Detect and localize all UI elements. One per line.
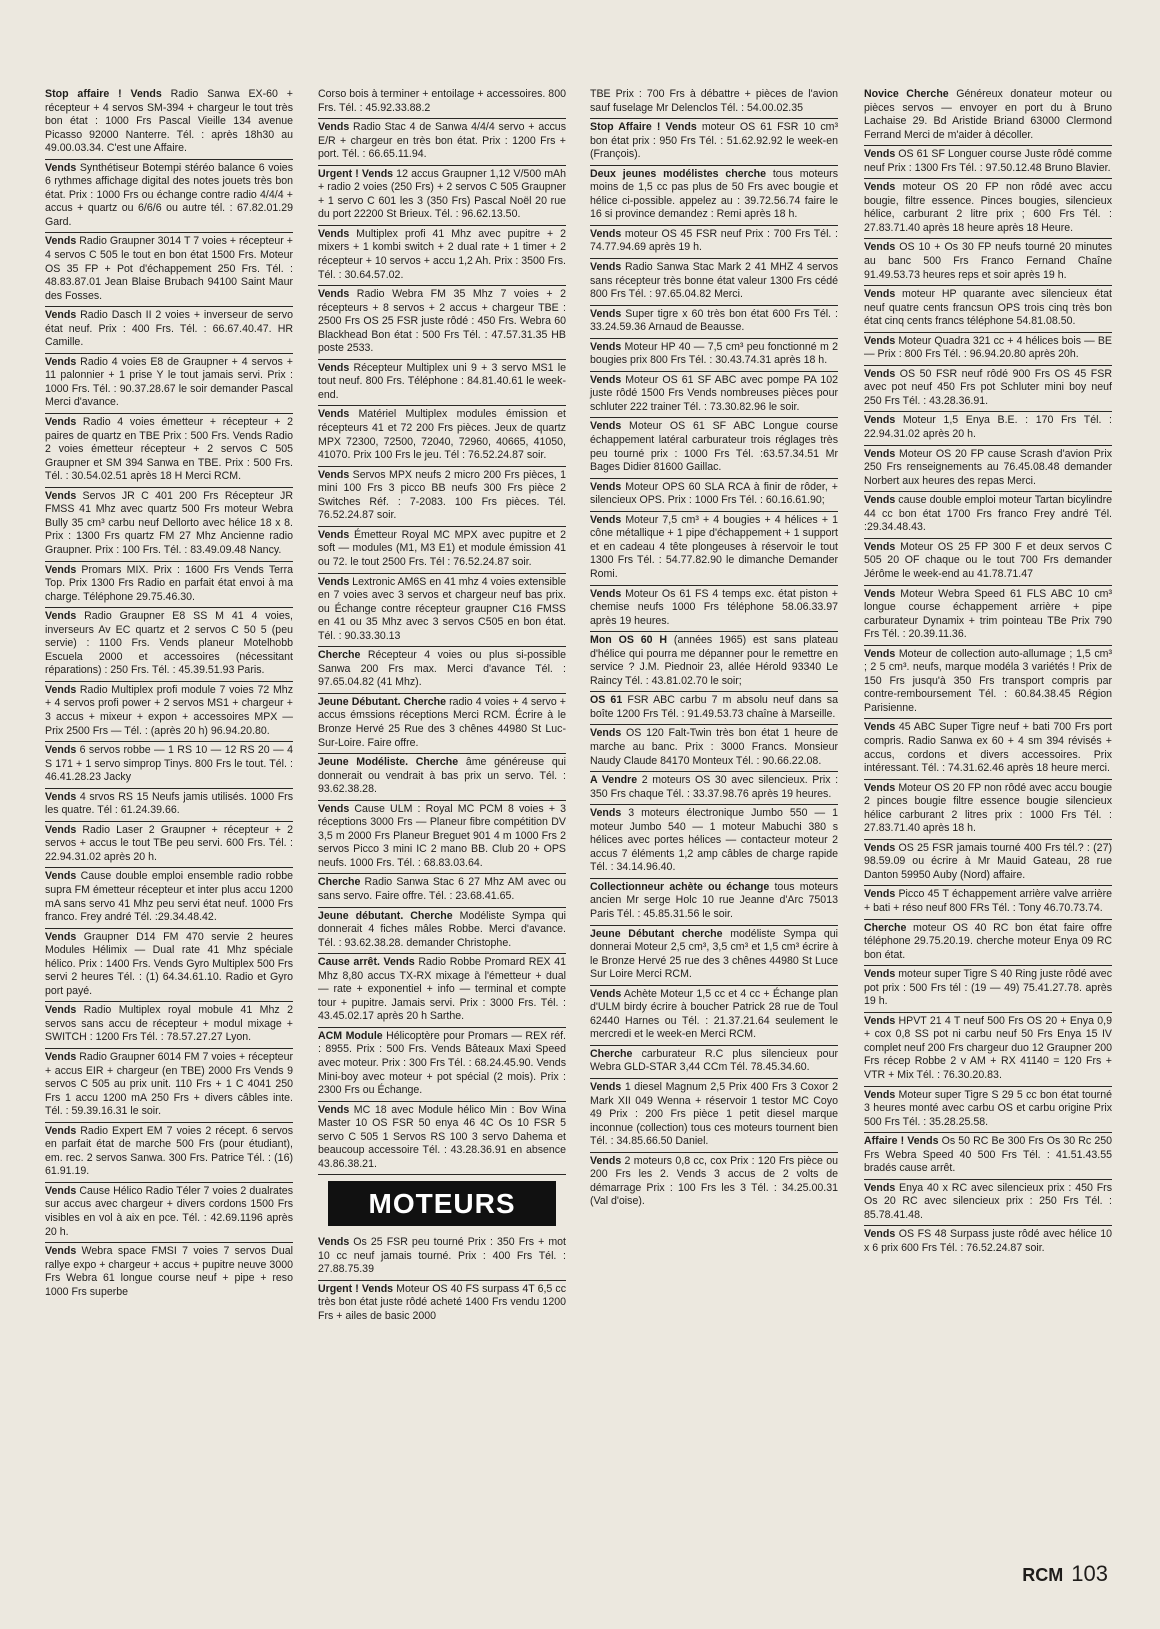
ad-text: moteur HP quarante avec silencieux état neuf quatre cents francsun OPS trois cinq très bon état cinq cents francs téléphone 54.81.08.50.	[864, 288, 1112, 328]
ad-text: Modéliste Sympa qui donnerait 4 fiches mâles Robbe. Merci d'avance. Tél. : 93.62.38.28. demander Christophe.	[318, 909, 566, 949]
ad-keyword: Vends	[864, 334, 896, 347]
classified-ad	[45, 822, 293, 869]
ad-text: Radio Dasch II 2 voies + inverseur de servo état neuf. Prix : 400 Frs. Tél. : 66.67.40.47. HR Camille.	[45, 309, 293, 349]
classified-ad	[45, 354, 293, 414]
classified-ad	[45, 1049, 293, 1123]
ad-keyword: Vends	[318, 1236, 350, 1249]
ad-text: Radio Robbe Promard REX 41 Mhz 8,80 accus TX-RX mixage à l'émetteur + dual — rate + exponentiel + info — terminal et compte tour + pupitre. Jamais servi. Prix : 3000 Frs. Tél. : 43.45.02.17 après 20 h Sarthe.	[318, 956, 566, 1023]
ad-text: Radio Multiplex royal mobule 41 Mhz 2 servos sans accu de récepteur + modul mixage + SWITCH : 1200 Frs Tél. : 78.57.27.27 Lyon.	[45, 1004, 293, 1044]
page-number: 103	[1071, 1561, 1108, 1586]
ad-keyword: Vends	[45, 930, 77, 943]
ad-keyword: Vends	[45, 309, 77, 322]
classified-ad	[318, 694, 566, 754]
classified-ad	[864, 1013, 1112, 1087]
ad-text: moteur OS 61 FSR 10 cm³ bon état prix : 950 Frs Tél. : 51.62.92.92 le week-en (François).	[590, 121, 839, 161]
classified-ad	[318, 226, 566, 286]
ad-text: OS 50 FSR neuf rôdé 900 Frs OS 45 FSR avec pot neuf 450 Frs pot Schluter mini boy neuf 250 Frs Tél. : 43.28.36.91.	[864, 367, 1112, 407]
classified-ad	[590, 986, 838, 1046]
classified-ad	[318, 754, 566, 801]
ad-keyword: Vends	[45, 563, 77, 576]
classified-ad	[864, 146, 1112, 179]
classified-ad	[590, 632, 838, 692]
classified-ad	[590, 226, 838, 259]
ad-text: 6 servos robbe — 1 RS 10 — 12 RS 20 — 4 S 171 + 1 servo simprop Tinys. 800 Frs le tout. Tél. : 46.41.28.23 Jacky	[45, 744, 293, 784]
classified-ad	[318, 954, 566, 1028]
classified-ad	[590, 259, 838, 306]
classified-ad	[864, 333, 1112, 366]
classified-ad	[864, 646, 1112, 720]
classified-ad	[590, 725, 838, 772]
ad-keyword: Vends	[590, 307, 622, 320]
ad-keyword: Urgent ! Vends	[318, 1282, 394, 1295]
classified-ad	[45, 233, 293, 307]
ad-text: Radio Graupner 3014 T 7 voies + récepteur + 4 servos C 505 le tout en bon état 1500 Frs. Moteur OS 35 FP + Pot d'échappement 250 Frs. Tél. : 48.83.87.01 Jean Blaise Brubach 94100 Saint Maur des Fosses.	[45, 235, 293, 302]
classified-ad	[590, 692, 838, 725]
ads-column-4	[864, 86, 1112, 1259]
ad-text: Moteur OS 20 FP cause Scrash d'avion Prix 250 Frs renseignements au 76.45.08.48 demander Norbert aux heures des repas Merci.	[864, 447, 1112, 487]
ad-keyword: Vends	[318, 468, 350, 481]
classified-ad	[590, 166, 838, 226]
classified-ad	[864, 286, 1112, 333]
ad-keyword: Vends	[45, 790, 77, 803]
ad-keyword: Vends	[590, 513, 622, 526]
ad-keyword: Vends	[318, 802, 350, 815]
ad-keyword: Vends	[864, 1088, 896, 1101]
ad-text: tous moteurs moins de 1,5 cc pas plus de 50 Frs avec bougie et hélice ci-possible. appelez au : 39.72.56.74 faire le 16 si province demandez : Remi après 18 h.	[590, 167, 838, 221]
ad-keyword: Vends	[590, 480, 622, 493]
classified-ad	[45, 1183, 293, 1243]
classified-ad	[590, 306, 838, 339]
ad-keyword: Vends	[864, 1014, 896, 1027]
classified-ad	[590, 926, 838, 986]
classified-ad	[45, 929, 293, 1003]
classified-ad	[318, 166, 566, 226]
classified-ad	[864, 1180, 1112, 1227]
classified-ad	[318, 647, 566, 694]
ad-keyword: Cherche	[864, 921, 907, 934]
classified-ad	[590, 418, 838, 478]
ad-keyword: Vends	[590, 587, 622, 600]
classified-ad	[45, 160, 293, 234]
ad-keyword: Vends	[45, 235, 77, 248]
ad-keyword: Vends	[45, 823, 77, 836]
ad-text: Os 50 RC Be 300 Frs Os 30 Rc 250 Frs Webra Speed 40 500 Frs Tél. : 41.51.43.55 bradés cause arrêt.	[864, 1135, 1112, 1175]
classified-ad	[590, 586, 838, 633]
classified-ad	[590, 1046, 838, 1079]
ad-text: 1 diesel Magnum 2,5 Prix 400 Frs 3 Coxor 2 Mark XII 049 Wenna + réservoir 1 testor MC Coyo 49 Prix : 200 Frs pièce 1 petit diesel marque inconnue (collection) tous ces moteurs tournent bien Tél. : 34.85.66.50 Daniel.	[590, 1081, 838, 1148]
ad-keyword: Vends	[590, 261, 622, 274]
classified-ad	[864, 886, 1112, 919]
ads-column-2	[318, 86, 566, 1326]
classified-ad	[45, 307, 293, 354]
ad-text: Radio Expert EM 7 voies 2 récept. 6 servos en parfait état de marche 500 Frs (pour étudiant), em. rec. 2 servos Sanwa. 300 Frs. Patrice Tél. : (16) 61.91.19.	[45, 1124, 293, 1178]
ad-text: Hélicoptère pour Promars — REX réf. : 8955. Prix : 500 Frs. Vends Bâteaux Maxi Speed avec moteur. Prix : 300 Frs Tél. : 68.24.45.90. Vends Mini-boy avec moteur + pot spécial (2 mois). Prix : 2300 Frs ou Échange.	[318, 1029, 566, 1097]
ad-text: TBE Prix : 700 Frs à débattre + pièces de l'avion sauf fuselage Mr Delenclos Tél. : 54.00.02.35	[590, 88, 838, 114]
ad-text: OS 10 + Os 30 FP neufs tourné 20 minutes au banc 500 Frs Franco Fernand Chaîne 91.49.53.73 heures reps et soir après 19 h.	[864, 241, 1112, 281]
ad-text: Lextronic AM6S en 41 mhz 4 voies extensible en 7 voies avec 3 servos et chargeur neuf bas prix. ou Échange contre récepteur graupner C16 FMSS en 41 ou 35 Mhz avec 3 servos C505 en bon état. Tél. : 90.33.30.13	[318, 575, 566, 642]
ad-text: Graupner D14 FM 470 servie 2 heures Modules Hélimix — Dual rate 41 Mhz spéciale hélico. Prix : 1400 Frs. Vends Gyro Multiplex 500 Frs servi 2 heures Tél. : (1) 64.34.61.10. Radio et Gyro port payé.	[45, 930, 293, 997]
ad-keyword: Vends	[45, 1124, 77, 1137]
ad-text: Moteur OS 40 FS surpass 4T 6,5 cc très bon état juste rôdé acheté 1400 Frs vendu 1200 Frs + ailes de basic 2000	[318, 1282, 566, 1322]
ad-keyword: Vends	[590, 1154, 622, 1167]
classified-ad	[590, 119, 838, 166]
classified-ad	[864, 586, 1112, 646]
classified-ad	[864, 179, 1112, 239]
ad-text: Cause ULM : Royal MC PCM 8 voies + 3 réceptions 3000 Frs — Planeur fibre compétition DV 3,5 m 2000 Frs Planeur Breguet 901 4 m 1000 Frs 2 servos Picco 3 mini IC 2 mano BB. Club 20 + OPS neufs. 1000 Frs. Tél. : 68.83.03.64.	[318, 802, 566, 869]
ad-text: Moteur OPS 60 SLA RCA à finir de rôder, + silencieux OPS. Prix : 1000 Frs Tél. : 60.16.61.90;	[590, 480, 838, 507]
classified-ad	[318, 801, 566, 875]
classified-ad	[590, 512, 838, 586]
ad-text: 4 srvos RS 15 Neufs jamis utilisés. 1000 Frs les quatre. Tél : 61.24.39.66.	[45, 790, 293, 817]
ad-text: Corso bois à terminer + entoilage + accessoires. 800 Frs. Tél. : 45.92.33.88.2	[318, 88, 566, 114]
classified-ad	[318, 908, 566, 955]
classified-ad	[318, 527, 566, 574]
ad-keyword: Vends	[318, 575, 350, 588]
ad-text: Moteur OS 25 FP 300 F et deux servos C 505 20 OF chaque ou le tout 700 Frs demander Jérôme le week-end au 41.78.71.47	[864, 540, 1112, 580]
ad-text: cause double emploi moteur Tartan bicylindre 44 cc bon état 1700 Frs franco Frey andré Tél. :29.34.48.43.	[864, 494, 1112, 534]
ad-text: 2 moteurs 0,8 cc, cox Prix : 120 Frs pièce ou 200 Frs les 2. Vends 3 accus de 2 volts de démarrage Prix : 100 Frs les 3 Tél. : 34.25.00.31 (Val d'oise).	[590, 1154, 838, 1208]
section-heading-moteurs: MOTEURS	[328, 1181, 556, 1226]
ad-text: Matériel Multiplex modules émission et récepteurs 41 et 72 200 Frs pièces. Jeux de quartz MPX 72300, 72500, 72040, 72960, 40665, 41050, 41070. Prix 100 Frs le jeu. Tél : 76.52.24.87 soir.	[318, 408, 566, 462]
ad-text: Moteur de collection auto-allumage ; 1,5 cm³ ; 2 5 cm³. neufs, marque modéla 3 variétés ! Prix de 150 Frs jusqu'à 350 Frs transport compris par contre-remboursement Tél. : 60.84.38.45 Région Parisienne.	[864, 647, 1112, 714]
ad-text: Enya 40 x RC avec silencieux prix : 450 Frs Os 20 RC avec silencieux prix : 250 Frs Tél. : 85.78.41.48.	[864, 1181, 1112, 1221]
classified-ad	[590, 772, 838, 805]
ad-text: Moteur Os 61 FS 4 temps exc. état piston + chemise neufs 1000 Frs téléphone 58.06.33.97 après 19 heures.	[590, 587, 838, 627]
ad-text: Moteur Webra Speed 61 FLS ABC 10 cm³ longue course échappement arrière + pipe carburateur Dynamix + trim pointeau TBe Prix 790 Frs Tél. : 20.39.11.36.	[864, 587, 1112, 641]
ad-keyword: Jeune Débutant cherche	[590, 927, 723, 940]
ad-text: Radio Stac 4 de Sanwa 4/4/4 servo + accus E/R + chargeur en très bon état. Prix : 1200 Frs + port. Tél. : 66.65.11.94.	[318, 121, 566, 161]
classified-ad	[590, 1153, 838, 1212]
ad-keyword: Deux jeunes modélistes cherche	[590, 167, 766, 180]
classified-ad	[318, 1281, 566, 1327]
ad-keyword: Vends	[590, 420, 622, 433]
ad-text: Radio Sanwa Stac Mark 2 41 MHZ 4 servos sans récepteur très bonne état valeur 1300 Frs cédé 800 Frs Tél. : 97.65.04.82 Merci.	[590, 261, 838, 301]
ad-keyword: Vends	[864, 414, 896, 427]
classified-ad	[318, 874, 566, 907]
ad-keyword: OS 61	[590, 694, 623, 707]
ad-keyword: Vends	[864, 367, 896, 380]
classified-ad	[45, 608, 293, 682]
ad-text: Super tigre x 60 très bon état 600 Frs Tél. : 33.24.59.36 Arnaud de Beausse.	[590, 307, 838, 334]
ad-keyword: ACM Module	[318, 1029, 383, 1042]
ad-text: radio 4 voies + 4 servo + accus émssions réceptions Merci RCM. Écrire à le Bronze Hervé 25 Rue des 3 chênes 44980 St Luc-Sur-Loire. Faire offre.	[318, 695, 566, 749]
classified-ad	[864, 239, 1112, 286]
ad-text: 2 moteurs OS 30 avec silencieux. Prix : 350 Frs chaque Tél. : 33.37.98.76 après 19 heures.	[590, 774, 839, 800]
classified-ad	[45, 1002, 293, 1049]
ad-text: Cause Hélico Radio Téler 7 voies 2 dualrates sur accus avec chargeur + divers cordons 1500 Frs visibles en vol à aix en pce. Tél. : 42.69.1196 après 20 h.	[45, 1184, 293, 1238]
ad-text: OS 61 SF Longuer course Juste rôdé comme neuf Prix : 1300 Frs Tél. : 97.50.12.48 Bruno Blavier.	[864, 148, 1112, 174]
classified-ad	[864, 412, 1112, 445]
ad-keyword: Vends	[864, 288, 896, 301]
ad-text: 12 accus Graupner 1,12 V/500 mAh + radio 2 voies (250 Frs) + 2 servos C 505 Graupner + 1 servo C 601 les 3 (350 Frs) Pascal Noël 20 rue du port 22200 St Brieux. Tél. : 96.62.13.50.	[318, 167, 566, 221]
ad-text: moteur super Tigre S 40 Ring juste rôdé avec pot prix : 500 Frs tél : (19 — 49) 75.41.27.78. après 19 h.	[864, 968, 1112, 1008]
classified-ad	[45, 1243, 293, 1302]
ad-keyword: Vends	[45, 355, 77, 368]
classified-ad	[318, 1102, 566, 1176]
ad-keyword: Vends	[864, 1228, 896, 1241]
ad-keyword: Vends	[864, 148, 896, 161]
classified-ad	[45, 86, 293, 160]
ad-text: Multiplex profi 41 Mhz avec pupitre + 2 mixers + 1 kombi switch + 2 dual rate + 1 timer + 2 récepteur + 10 servos + accu 1,2 Ah. Prix : 3500 Frs. Tél. : 30.64.57.02.	[318, 227, 566, 281]
ad-keyword: Vends	[590, 340, 622, 353]
ad-keyword: Vends	[45, 870, 77, 883]
ad-keyword: Cherche	[318, 876, 361, 889]
ad-keyword: Vends	[864, 888, 896, 901]
ad-text: Radio Multiplex profi module 7 voies 72 Mhz + 4 servos profi power + 2 servos MS1 + chargeur + 3 accus + mixeur + expon + accessoires MPX — Prix 2500 Frs — Tél. : (après 20 h) 96.94.20.80.	[45, 683, 293, 737]
ad-keyword: Urgent ! Vends	[318, 167, 394, 180]
ad-keyword: Vends	[45, 610, 77, 623]
ad-keyword: Vends	[864, 241, 896, 254]
classified-ad	[864, 966, 1112, 1013]
ad-text: Servos JR C 401 200 Frs Récepteur JR FMSS 41 Mhz avec quartz 500 Frs moteur Webra Bully 35 cm³ carbu neuf Dellorto avec hélice 18 x 8. Prix : 1300 Frs quartz FM 27 Mhz Ancienne radio Graupner. Prix : 100 Frs. Tél. : 83.49.09.48 Nancy.	[45, 489, 293, 556]
ad-keyword: Vends	[590, 807, 622, 820]
classified-ad	[45, 488, 293, 562]
ad-keyword: Vends	[45, 1245, 77, 1258]
ad-keyword: Vends	[318, 121, 350, 134]
ad-keyword: Vends	[45, 489, 77, 502]
ad-keyword: Jeune débutant. Cherche	[318, 909, 453, 922]
ad-text: Radio 4 voies E8 de Graupner + 4 servos + 11 palonnier + 1 prise Y le tout jamais servi. Prix : 1000 Frs. Tél. : 90.37.28.67 le soir demander Pascal Merci d'avance.	[45, 355, 293, 409]
classified-ad	[864, 86, 1112, 146]
ad-keyword: Vends	[864, 841, 896, 854]
ad-keyword: Vends	[864, 721, 896, 734]
classified-ad	[864, 920, 1112, 967]
ad-text: 3 moteurs électronique Jumbo 550 — 1 moteur Jumbo 540 — 1 moteur Mabuchi 380 s hélices avec portes hélices — contacteur moteur 2 accus 7 éléments 1,2 amp câbles de charge rapide Tél. : 34.14.96.40.	[590, 807, 838, 874]
classified-ad	[318, 360, 566, 407]
ad-keyword: Novice Cherche	[864, 88, 949, 100]
ad-keyword: Vends	[45, 161, 77, 174]
ad-keyword: Vends	[45, 416, 77, 429]
ad-keyword: Stop affaire ! Vends	[45, 88, 162, 100]
classified-ad	[590, 86, 838, 119]
classified-ad	[864, 492, 1112, 539]
ad-keyword: Vends	[45, 683, 77, 696]
ad-text: moteur OS 45 FSR neuf Prix : 700 Frs Tél. : 74.77.94.69 après 19 h.	[590, 227, 838, 254]
ad-keyword: Vends	[318, 361, 350, 374]
ad-text: Synthétiseur Botempi stéréo balance 6 voies 6 rythmes affichage digital des notes jouets très bon état. Prix : 1000 Frs ou échange contre radio 4/4/4 + accus + quartz ou 6/6/6 ou autre tél. : 67.82.01.29 Gard.	[45, 161, 293, 228]
classified-ad	[864, 1226, 1112, 1258]
classified-ad	[864, 1087, 1112, 1134]
ad-text: moteur OS 20 FP non rôdé avec accu bougie, filtre essence. Pinces bougies, silencieux hélice, carburant 2 litre prix ; 600 Frs Tél. : 27.83.71.40 après 18 heure après 18 Heure.	[864, 181, 1112, 234]
ad-text: moteur OS 40 RC bon état faire offre téléphone 29.75.20.19. cherche moteur Enya 09 RC bon état.	[864, 921, 1112, 961]
ad-text: Radio Sanwa EX-60 + récepteur + 4 servos SM-394 + chargeur le tout très bon état : 1000 Frs Pascal Vieille 134 avenue Picasso 92000 Nanterre. Tél. : après 18h30 au 49.00.03.34. C'est une Affaire.	[45, 88, 293, 155]
ad-text: HPVT 21 4 T neuf 500 Frs OS 20 + Enya 0,9 + cox 0,8 SS pot ni carbu neuf 50 Frs Enya 15 IV complet neuf 200 Frs chargeur duo 12 Graupner 200 Frs récep Robbe 2 v AM + RX 41140 = 120 Frs + VTR + Mix Tél. : 76.30.20.83.	[864, 1014, 1112, 1081]
ad-text: OS 25 FSR jamais tourné 400 Frs tél.? : (27) 98.59.09 ou écrire à Mr Mauid Gateau, 28 rue Danton 59950 Auby (Nord) affaire.	[864, 841, 1112, 881]
ad-text: Achète Moteur 1,5 cc et 4 cc + Échange plan d'ULM birdy écrire à boucher Patrick 28 rue de Toul 62440 Harnes ou Tél. : 21.37.21.64 seulement le mercredi et le week-en Merci RCM.	[590, 987, 838, 1041]
ad-text: MC 18 avec Module hélico Min : Bov Wina Master 10 OS FSR 50 enya 46 4C Os 10 FSR 5 servo C 505 1 Servos RS 100 3 servo Dahema et beaucoup accessoire Tél. : 43.28.36.91 en absence 43.86.38.21.	[318, 1103, 566, 1170]
classified-ad	[590, 479, 838, 512]
classified-ad	[590, 372, 838, 419]
ad-text: Os 25 FSR peu tourné Prix : 350 Frs + mot 10 cc neuf jamais tourné. Prix : 400 Frs Tél. : 27.88.75.39	[318, 1236, 566, 1276]
classified-ad	[318, 86, 566, 119]
classified-ad	[45, 789, 293, 822]
classified-ad	[864, 840, 1112, 887]
ad-text: 45 ABC Super Tigre neuf + bati 700 Frs port compris. Radio Sanwa ex 60 + 4 sm 394 révisés + accus, cordons et divers accessoires. Prix intéressant. Tél. : 74.31.62.46 après 18 heure merci.	[864, 721, 1112, 775]
ad-keyword: Vends	[864, 181, 896, 194]
ad-keyword: Vends	[45, 1051, 77, 1063]
classified-ad	[318, 119, 566, 166]
ad-keyword: Jeune Modéliste. Cherche	[318, 756, 459, 769]
ad-keyword: Vends	[864, 447, 896, 460]
ad-text: Moteur OS 61 SF ABC avec pompe PA 102 juste rôdé 1500 Frs Vends nombreuses pièces pour schluter 222 trainer Tél. : 73.30.82.96 le soir.	[590, 373, 838, 413]
ad-keyword: Jeune Débutant. Cherche	[318, 695, 447, 708]
ad-text: OS FS 48 Surpass juste rôdé avec hélice 10 x 6 prix 600 Frs Tél. : 76.52.24.87 soir.	[864, 1228, 1112, 1255]
ad-text: FSR ABC carbu 7 m absolu neuf dans sa boîte 1200 Frs Tél. : 91.49.53.73 chaîne à Marseille.	[590, 694, 838, 720]
classified-ad	[590, 339, 838, 372]
ad-text: âme généreuse qui donnerait ou vendrait à bas prix un servo. Tél. : 93.62.38.28.	[318, 756, 566, 796]
ad-keyword: Vends	[590, 987, 622, 1000]
ad-keyword: Vends	[864, 587, 896, 600]
ad-keyword: Vends	[590, 1081, 622, 1093]
ad-keyword: Cherche	[590, 1047, 633, 1060]
ad-keyword: Mon OS 60 H	[590, 634, 668, 647]
classified-ad	[45, 562, 293, 609]
ad-text: Radio Webra FM 35 Mhz 7 voies + 2 récepteurs + 8 servos + 2 accus + chargeur TBE : 2500 Frs OS 25 FSR juste rôdé : 450 Frs. Webra 60 Blackhead Bon état : 500 Frs Tél. : 47.57.31.35 HB poste 2533.	[318, 288, 566, 355]
classified-ad	[318, 286, 566, 360]
classified-ad	[864, 719, 1112, 779]
ad-text: Picco 45 T échappement arrière valve arrière + bati + réso neuf 800 FRs Tél. : Tony 46.70.73.74.	[864, 888, 1112, 914]
ad-text: Moteur OS 20 FP non rôdé avec accu bougie 2 pinces bougie filtre essence bougie silencieux hélice carburant 2 litres prix : 1000 Frs Tél. : 27.83.71.40 après 18 h.	[864, 781, 1112, 835]
ad-keyword: Vends	[590, 727, 622, 740]
classified-ad	[590, 1079, 838, 1153]
ad-keyword: Vends	[318, 288, 350, 301]
classified-ad	[864, 539, 1112, 586]
ad-keyword: Vends	[864, 647, 896, 660]
classified-ad	[864, 366, 1112, 413]
classified-ad	[318, 574, 566, 648]
classified-ad	[318, 1234, 566, 1281]
ad-text: Cause double emploi ensemble radio robbe supra FM émetteur récepteur et inter plus accu 1200 mA sans servo 41 Mhz peu servi état neuf. 1000 Frs franco. Frey andré Tél. :29.34.48.42.	[45, 870, 293, 924]
classified-ad	[318, 467, 566, 527]
classified-ad	[864, 446, 1112, 493]
ad-keyword: Stop Affaire ! Vends	[590, 121, 697, 134]
ad-text: Récepteur 4 voies ou plus si-possible Sanwa 200 Frs max. Merci d'avance Tél. : 97.65.04.82 (41 Mhz).	[318, 649, 566, 689]
ad-keyword: Vends	[45, 1004, 77, 1017]
ad-text: Récepteur Multiplex uni 9 + 3 servo MS1 le tout neuf. 800 Frs. Téléphone : 84.81.40.61 le week-end.	[318, 361, 566, 401]
classified-ad	[318, 406, 566, 466]
ad-text: Radio Graupner E8 SS M 41 4 voies, inverseurs Av EC quartz et 2 servos C 50 5 (peu servie) : 1100 Frs. Vends planeur Motelhobb Escuela 2000 et accessoires (nécessitant réparations) : 250 Frs. Tél. : 45.39.51.93 Paris.	[45, 610, 293, 677]
ad-text: Webra space FMSI 7 voies 7 servos Dual rallye expo + chargeur + accus + pupitre neuve 3000 Frs Webra 61 longue course neuf + pipe + reso 1000 Frs superbe	[45, 1245, 293, 1298]
ad-text: Moteur OS 61 SF ABC Longue course échappement latéral carburateur trois réglages très peu tourné prix : 1000 Frs Tél. :63.57.34.51 Mr Bages Didier 81600 Gaillac.	[590, 420, 838, 474]
ad-text: Moteur HP 40 — 7,5 cm³ peu fonctionné m 2 bougies prix 800 Frs Tél. : 30.43.74.31 après 18 h.	[590, 340, 838, 367]
ad-text: Promars MIX. Prix : 1600 Frs Vends Terra Top. Prix 1300 Frs Radio en parfait état envoi à ma charge. Téléphone 29.75.46.30.	[45, 563, 293, 603]
ad-text: Émetteur Royal MC MPX avec pupitre et 2 soft — modules (M1, M3 E1) et module émission 41 ou 72. le tout 2500 Frs. Tél : 76.52.24.87 soir.	[318, 528, 566, 568]
ad-text: (années 1965) est sans plateau d'hélice qui pourra me dépanner pour le remettre en service ? J.M. Piednoir 23, allée Hérold 93340 Le Raincy Tél. : 43.81.02.70 le soir;	[590, 634, 838, 687]
classified-ad	[590, 805, 838, 879]
classified-ad	[45, 868, 293, 928]
classified-ad	[318, 1028, 566, 1102]
ad-keyword: Collectionneur achète ou échange	[590, 880, 770, 893]
classified-ad	[45, 1123, 293, 1183]
ad-text: Moteur 7,5 cm³ + 4 bougies + 4 hélices + 1 cône métallique + 1 pipe d'échappement + 1 support et en cadeau 4 tête plongeuses à réservoir le tout 1300 Frs Tél. : 54.77.82.90 le dimanche Demander Romi.	[590, 513, 838, 580]
magazine-name: RCM	[1022, 1565, 1064, 1585]
ad-keyword: Vends	[45, 1184, 77, 1197]
classified-ad	[864, 1133, 1112, 1180]
ad-keyword: Vends	[864, 781, 896, 794]
classified-ad	[590, 879, 838, 926]
ad-text: Radio Graupner 6014 FM 7 voies + récepteur + accus EIR + chargeur (en TBE) 2000 Frs Vends 9 servos C 505 au prix unit. 110 Frs + 1 C 4041 250 Frs 1 accu 1200 mA 250 Frs + divers câbles inte. Tél. : 59.39.16.31 le soir.	[45, 1051, 293, 1118]
classified-ad	[45, 414, 293, 488]
ad-text: modéliste Sympa qui donnerai Moteur 2,5 cm³, 3,5 cm³ et 1,5 cm³ écrire à le Bronze Hervé 25 rue des 3 chênes 44980 St Luce Sur Loire Merci RCM.	[590, 927, 838, 981]
ad-text: tous moteurs ancien Mr serge Holc 10 rue Jeanne d'Arc 75013 Paris Tél. : 45.85.31.56 le soir.	[590, 880, 838, 920]
ad-text: Radio Laser 2 Graupner + récepteur + 2 servos + accus le tout TBe peu servi. 600 Frs. Tél. : 22.94.31.02 après 20 h.	[45, 823, 293, 863]
ad-keyword: Vends	[318, 1103, 350, 1116]
classified-ad	[864, 780, 1112, 840]
ad-keyword: Vends	[590, 227, 622, 240]
classified-ad	[45, 742, 293, 789]
ad-text: Moteur super Tigre S 29 5 cc bon état tourné 3 heures monté avec carbu OS et carbu origine Prix 500 Frs Tél. : 35.28.25.58.	[864, 1088, 1112, 1128]
ad-text: Radio 4 voies émetteur + récepteur + 2 paires de quartz en TBE Prix : 500 Frs. Vends Radio 2 voies émetteur récepteur + 2 servos C 505 Graupner et SM 394 Sanwa en TBE. Prix : 500 Frs. Tél. : 30.54.02.51 après 18 H Merci RCM.	[45, 416, 293, 483]
ad-keyword: Cause arrêt. Vends	[318, 956, 415, 969]
ad-keyword: Vends	[318, 408, 350, 421]
ad-keyword: A Vendre	[590, 774, 638, 787]
ad-text: Moteur Quadra 321 cc + 4 hélices bois — BE — Prix : 800 Frs Tél. : 96.94.20.80 après 20h.	[864, 334, 1112, 361]
ad-text: Servos MPX neufs 2 micro 200 Frs pièces, 1 mini 100 Frs 3 picco BB neufs 300 Frs pièce 2 Switches Réf. : 7-2083. 100 Frs pièces. Tél. 76.52.24.87 soir.	[318, 468, 566, 522]
ad-keyword: Vends	[864, 494, 896, 507]
ad-keyword: Vends	[864, 1181, 896, 1194]
ad-keyword: Vends	[318, 528, 350, 541]
ad-keyword: Affaire ! Vends	[864, 1135, 939, 1148]
page-footer	[1022, 1561, 1108, 1587]
ad-text: OS 120 Falt-Twin très bon état 1 heure de marche au banc. Prix : 3000 Francs. Monsieur Naudy Claude 84170 Monteux Tél. : 90.66.22.08.	[590, 727, 838, 767]
ad-keyword: Vends	[318, 227, 350, 240]
ad-keyword: Vends	[864, 540, 896, 553]
ads-column-1	[45, 86, 293, 1302]
ad-keyword: Cherche	[318, 649, 361, 662]
ad-text: Moteur 1,5 Enya B.E. : 170 Frs Tél. : 22.94.31.02 après 20 h.	[864, 414, 1112, 441]
classified-ad	[45, 682, 293, 742]
ad-keyword: Vends	[45, 744, 77, 757]
ad-text: Généreux donateur moteur ou pièces servos — envoyer en port du à Bruno Lachaise 29. Bd Aristide Briand 63000 Clermond Ferrand Merci de m'aider à décoller.	[864, 88, 1112, 141]
ad-keyword: Vends	[864, 968, 896, 981]
ads-column-3	[590, 86, 838, 1212]
ad-text: Radio Sanwa Stac 6 27 Mhz AM avec ou sans servo. Faire offre. Tél. : 23.68.41.65.	[318, 876, 566, 902]
ad-keyword: Vends	[590, 373, 622, 386]
ad-text: carburateur R.C plus silencieux pour Webra GLD-STAR 3,44 CCm Tél. 78.45.34.60.	[590, 1047, 838, 1074]
